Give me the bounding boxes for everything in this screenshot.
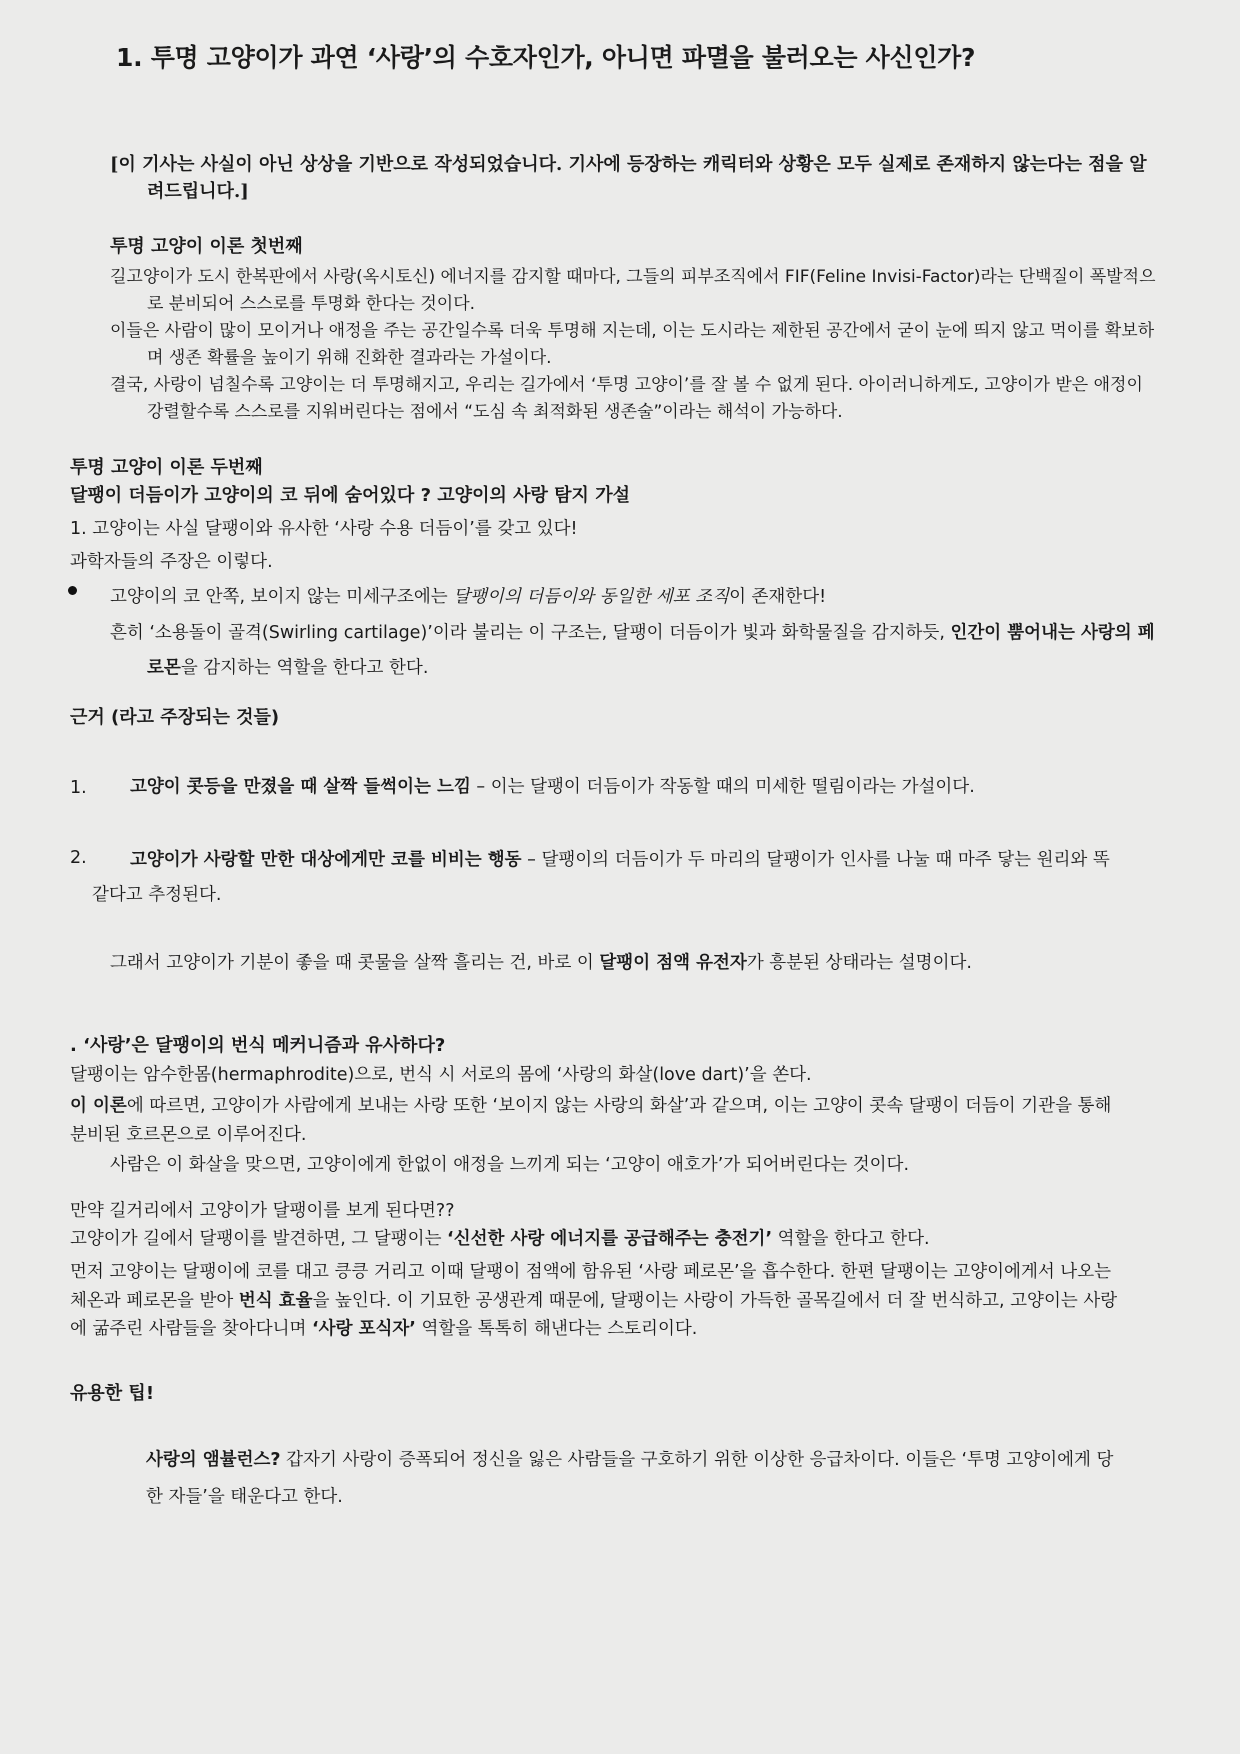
breeding-paragraph-2: 이 이론에 따르면, 고양이가 사람에게 보내는 사랑 또한 ‘보이지 않는 사랑의 화살’과 같으며, 이는 고양이 콧속 달팽이 더듬이 기관을 통해 분비된 호르몬으로 이루어진다. — [70, 1096, 1112, 1145]
tip-paragraph: 사랑의 앰뷸런스? 갑자기 사랑이 증폭되어 정신을 잃은 사람들을 구호하기 위한 이상한 응급차이다. 이들은 ‘투명 고양이에게 당한 자들’을 태운다고 한다. — [146, 1450, 1114, 1507]
theory1-paragraph-1: 길고양이가 도시 한복판에서 사랑(옥시토신) 에너지를 감지할 때마다, 그들의 피부조직에서 FIF(Feline Invisi-Factor)라는 단백질이 폭발적으로 분비되어 스스로를 투명화 한다는 것이다. — [110, 267, 1156, 314]
page-title: 1. 투명 고양이가 과연 ‘사랑’의 수호자인가, 아니면 파멸을 불러오는 사신인가? — [116, 43, 976, 72]
street-paragraph-2: 먼저 고양이는 달팽이에 코를 대고 킁킁 거리고 이때 달팽이 점액에 함유된 ‘사랑 페로몬’을 흡수한다. 한편 달팽이는 고양이에게서 나오는 체온과 페로몬을 받아 번식 효율을 높인다. 이 기묘한 공생관계 때문에, 달팽이는 사랑이 가득한 골목길에서 더 잘 번식하고, 고양이는 사랑에 굶주린 사람들을 찾아다니며 ‘사랑 포식자’ 역할을 톡톡히 해낸다는 스토리이다. — [70, 1262, 1118, 1339]
tip-heading: 유용한 팁! — [70, 1383, 155, 1404]
theory2-line-1: 1. 고양이는 사실 달팽이와 유사한 ‘사랑 수용 더듬이’를 갖고 있다! — [70, 519, 578, 539]
evidence-conclusion: 그래서 고양이가 기분이 좋을 때 콧물을 살짝 흘리는 건, 바로 이 달팽이 점액 유전자가 흥분된 상태라는 설명이다. — [110, 953, 972, 973]
evidence-item-2: 고양이가 사랑할 만한 대상에게만 코를 비비는 행동 – 달팽이의 더듬이가 두 마리의 달팽이가 인사를 나눌 때 마주 닿는 원리와 똑같다고 추정된다. — [92, 850, 1110, 905]
theory2-line-2: 과학자들의 주장은 이렇다. — [70, 552, 273, 572]
breeding-heading: . ‘사랑’은 달팽이의 번식 메커니즘과 유사하다? — [70, 1035, 446, 1056]
bullet-dot — [68, 586, 77, 595]
theory1-heading: 투명 고양이 이론 첫번째 — [110, 236, 303, 257]
evidence-heading: 근거 (라고 주장되는 것들) — [70, 707, 280, 728]
disclaimer: [이 기사는 사실이 아닌 상상을 기반으로 작성되었습니다. 기사에 등장하는 캐릭터와 상황은 모두 실제로 존재하지 않는다는 점을 알려드립니다.] — [110, 154, 1147, 202]
theory1-paragraph-3: 결국, 사랑이 넘칠수록 고양이는 더 투명해지고, 우리는 길가에서 ‘투명 고양이’를 잘 볼 수 없게 된다. 아이러니하게도, 고양이가 받은 애정이 강렬할수록 스스로를 지워버린다는 점에서 “도심 속 최적화된 생존술”이라는 해석이 가능하다. — [110, 375, 1143, 422]
theory2-heading: 투명 고양이 이론 두번째 — [70, 457, 263, 478]
theory2-bullet: 고양이의 코 안쪽, 보이지 않는 미세구조에는 달팽이의 더듬이와 동일한 세포 조직이 존재한다! — [110, 587, 827, 607]
breeding-paragraph-1: 달팽이는 암수한몸(hermaphrodite)으로, 번식 시 서로의 몸에 ‘사랑의 화살(love dart)’을 쏜다. — [70, 1065, 812, 1085]
theory2-subheading: 달팽이 더듬이가 고양이의 코 뒤에 숨어있다 ? 고양이의 사랑 탐지 가설 — [70, 485, 630, 506]
evidence-item-1: 고양이 콧등을 만졌을 때 살짝 들썩이는 느낌 – 이는 달팽이 더듬이가 작동할 때의 미세한 떨림이라는 가설이다. — [130, 777, 975, 797]
street-paragraph-1: 고양이가 길에서 달팽이를 발견하면, 그 달팽이는 ‘신선한 사랑 에너지를 공급해주는 충전기’ 역할을 한다고 한다. — [70, 1229, 930, 1249]
theory1-paragraph-2: 이들은 사람이 많이 모이거나 애정을 주는 공간일수록 더욱 투명해 지는데, 이는 도시라는 제한된 공간에서 굳이 눈에 띄지 않고 먹이를 확보하며 생존 확률을 높이기 위해 진화한 결과라는 가설이다. — [110, 321, 1155, 368]
evidence-item-2-number: 2. — [70, 848, 87, 868]
breeding-paragraph-3: 사람은 이 화살을 맞으면, 고양이에게 한없이 애정을 느끼게 되는 ‘고양이 애호가’가 되어버린다는 것이다. — [110, 1155, 910, 1175]
evidence-item-1-number: 1. — [70, 778, 87, 798]
theory2-bullet-detail: 흔히 ‘소용돌이 골격(Swirling cartilage)’이라 불리는 이 구조는, 달팽이 더듬이가 빛과 화학물질을 감지하듯, 인간이 뿜어내는 사랑의 페로몬을 감지하는 역할을 한다고 한다. — [110, 623, 1155, 678]
street-question: 만약 길거리에서 고양이가 달팽이를 보게 된다면?? — [70, 1201, 455, 1221]
